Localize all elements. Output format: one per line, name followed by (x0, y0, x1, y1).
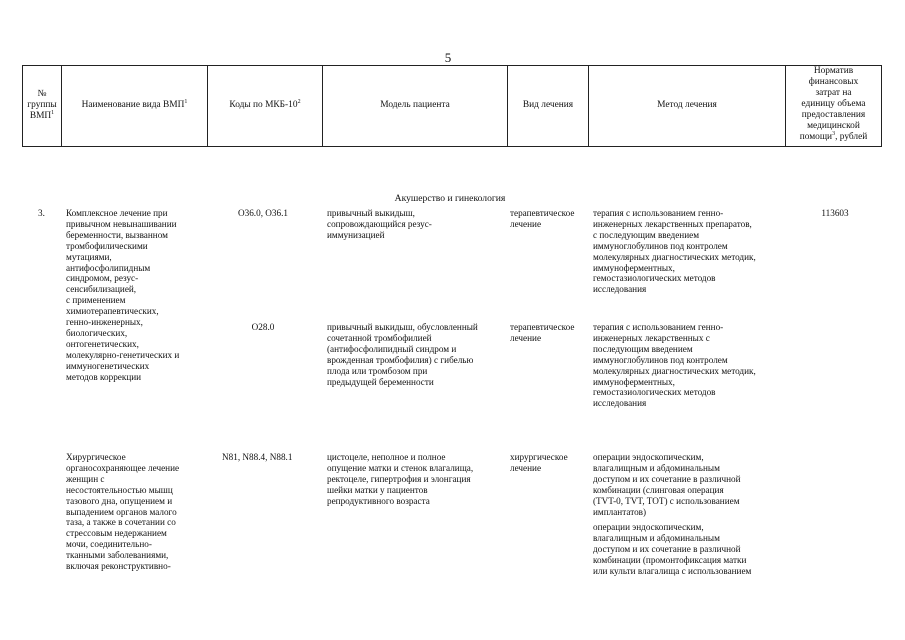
treatment-type-cell: терапевтическое лечение (510, 322, 575, 343)
col-header-cost-norm: Норматив финансовых затрат на единицу объема предоставления медицинской помощи$^3$, рублей (799, 66, 868, 142)
mkb-codes-cell: O28.0 (251, 322, 275, 332)
treatment-method-cell: операции эндоскопическим, влагалищным и абдоминальным доступом и их сочетание в различной комбинации (слинговая операция (TVT-0, TVT, TOT) с использованием имплантатов) (593, 452, 741, 517)
cost-norm-cell: 113603 (821, 208, 849, 218)
patient-model-cell: привычный выкидыш, сопровождающийся резус- иммунизацией (327, 208, 432, 240)
treatment-method-cell: терапия с использованием генно- инженерных лекарственных с последующим введением иммуноглобулинов под контролем молекулярных диагностических методик, иммуноферментных, гемостазиологических методов исследования (593, 322, 756, 409)
col-header-treatment-method: Метод лечения (657, 100, 717, 110)
patient-model-cell: цистоцеле, неполное и полное опущение матки и стенок влагалища, ректоцеле, гипертрофия и элонгация шейки матки у пациентов репродуктивного возраста (327, 452, 474, 506)
group-number: 3. (38, 208, 45, 218)
header-bottom-rule (22, 146, 882, 147)
treatment-method-cell: терапия с использованием генно- инженерных лекарственных препаратов, с последующим введением иммуноглобулинов под контролем молекулярных диагностических методик, иммуноферментных, гемостазиологических методов исследования (593, 208, 756, 295)
mkb-codes-cell: N81, N88.4, N88.1 (222, 452, 293, 462)
col-header-mkb-codes: Коды по МКБ-$10^2$ (229, 98, 301, 110)
vmp-name-cell: Комплексное лечение при привычном невынашивании беременности, вызванном тромбофилическими мутациями, антифосфолипидным синдромом, резус- сенсибилизацией, с применением химиотерапевтических, генно-инженерных, биологических, онтогенетических, молекулярно-генетических и иммуногенетических методов коррекции (66, 208, 180, 382)
patient-model-cell: привычный выкидыш, обусловленный сочетанной тромбофилией (антифосфолипидный синдром и врожденная тромбофилия) с гибелью плода или тромбозом при предыдущей беременности (327, 322, 478, 387)
header-divider (881, 65, 882, 146)
col-header-treatment-type: Вид лечения (522, 100, 574, 110)
treatment-type-cell: терапевтическое лечение (510, 208, 575, 229)
section-title: Акушерство и гинекология (394, 193, 506, 204)
vmp-name-cell: Хирургическое органосохраняющее лечение женщин с несостоятельностью мышц тазового дна, опущением и выпадением органов малого таза, а также в сочетании со стрессовым недержанием мочи, соединительно- тканными заболеваниями, включая реконструктивно- (66, 452, 180, 572)
treatment-method-cell: операции эндоскопическим, влагалищным и абдоминальным доступом и их сочетание в различной комбинации (промонтофиксация матки или культи влагалища с использованием (593, 522, 752, 576)
mkb-codes-cell: O36.0, O36.1 (237, 208, 289, 218)
col-header-patient-model: Модель пациента (380, 100, 450, 110)
col-header-vmp-name: Наименование вида ВМП$^1$ (81, 98, 188, 110)
treatment-type-cell: хирургическое лечение (510, 452, 568, 473)
page-number: 5 (444, 50, 452, 65)
col-header-group-no: № группы ВМП$^1$ (27, 89, 57, 121)
